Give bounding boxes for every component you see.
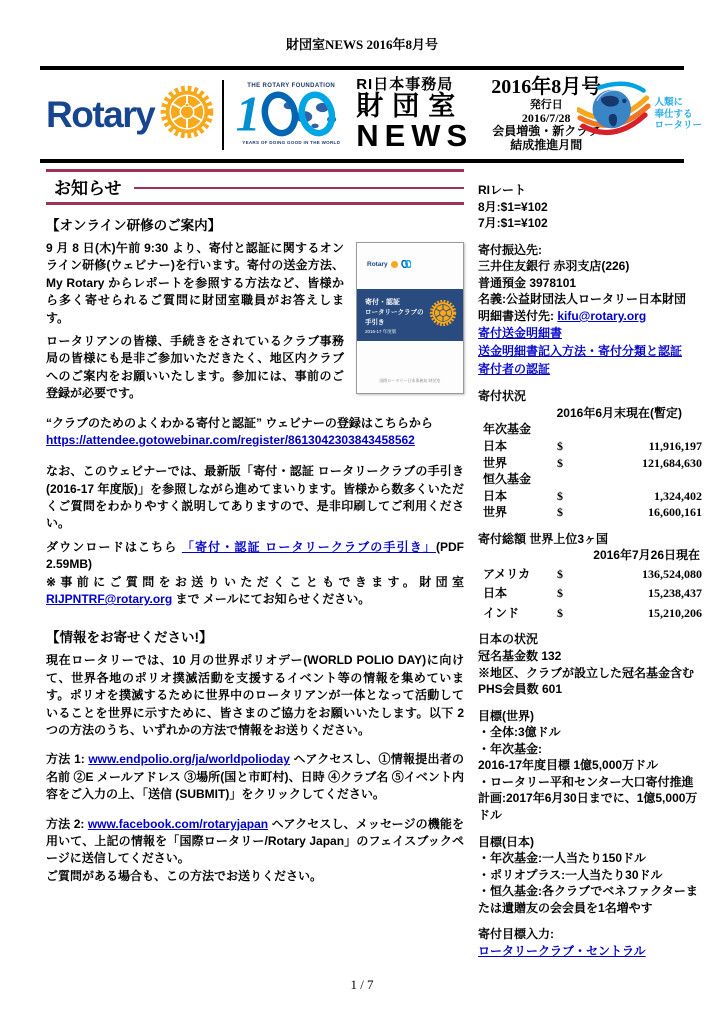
guide-booklet-cover	[356, 242, 464, 394]
sidebar-column	[478, 182, 704, 959]
masthead-banner	[40, 66, 702, 163]
country-row-label: インド	[483, 605, 520, 620]
theme-slogan	[654, 97, 702, 131]
country-row-amount: 136,524,080	[642, 566, 702, 581]
notice-title: お知らせ	[54, 179, 122, 198]
named-fund-count: 冠名基金数 132	[478, 649, 562, 664]
globe-swoosh-icon	[577, 76, 651, 153]
kifu-email-link[interactable]: kifu@rotary.org	[557, 308, 647, 323]
dept-name: 財団室	[356, 90, 465, 121]
cover-footer-text: 国際ロータリー日本事務局 財団室	[379, 378, 441, 383]
news-word: NEWS	[356, 118, 474, 154]
trf-100-icon	[235, 89, 347, 141]
goal-japan-annual: ・年次基金:一人当たり150ドル	[478, 851, 647, 866]
banner-divider	[222, 80, 224, 150]
howto-classification-link[interactable]: 送金明細書記入方法・寄付分類と認証	[478, 344, 683, 359]
slogan-line2: 奉仕する	[654, 108, 693, 120]
method1-label: 方法 1:	[46, 752, 89, 767]
country-row	[478, 585, 704, 602]
document-running-head: 財団室NEWS 2016年8月号	[285, 37, 439, 52]
method2-text: ヘアクセスし、メッセージの機能を用いて、上記の情報を「国際ロータリー/Rotary Japan」のフェイスブックページに送信してください。	[46, 816, 464, 866]
fund-row	[478, 504, 704, 521]
fund-row-amount: 1,324,402	[654, 488, 702, 503]
cover-trf-mark-icon	[401, 255, 411, 273]
cover-title3: 2016-17 年度版	[365, 328, 397, 334]
country-row-currency: $	[557, 586, 563, 601]
goal-world-annual-target: 2016-17年度目標 1億5,000万ドル	[478, 758, 659, 773]
page-number: 1 / 7	[350, 977, 374, 992]
slogan-line1: 人類に	[654, 97, 683, 109]
endpolio-link[interactable]: www.endpolio.org/ja/worldpolioday	[88, 752, 290, 767]
issue-number: 2016年8月号	[491, 75, 602, 98]
guide-download-link[interactable]: 「寄付・認証 ロータリークラブの手引き」	[181, 539, 436, 554]
ri-theme-logo	[577, 76, 702, 153]
bank-name: 三井住友銀行 赤羽支店(226)	[478, 259, 630, 274]
cover-title-band	[357, 289, 463, 341]
notice-rule	[134, 187, 465, 189]
ri-rate-title: RIレート	[478, 183, 527, 197]
donation-status-date: 2016年6月末現在(暫定)	[556, 405, 682, 420]
fund-row	[478, 455, 704, 472]
trf-logo-bottom-text: YEARS OF DOING GOOD IN THE WORLD	[242, 140, 341, 146]
download-line	[46, 539, 464, 609]
account-holder: 名義:公益財団法人ロータリー日本財団	[478, 292, 686, 307]
fund-row-currency: $	[557, 439, 563, 454]
fund-row-currency: $	[557, 488, 563, 503]
webinar-register-lead	[46, 415, 464, 450]
country-row-label: 日本	[483, 586, 508, 601]
fund-row	[478, 488, 704, 505]
org-name: RI日本事務局	[356, 76, 454, 94]
cover-title2: ロータリークラブの手引き	[365, 309, 424, 326]
goal-world-annual-label: ・年次基金:	[478, 741, 542, 756]
webinar-register-lead-text: “クラブのためのよくわかる寄付と認証” ウェビナーの登録はこちらから	[46, 415, 433, 430]
rate-july: 7月:$1=¥102	[478, 216, 548, 231]
country-row-currency: $	[557, 566, 563, 581]
annual-fund-label: 年次基金	[483, 422, 532, 437]
fund-row-currency: $	[557, 455, 563, 470]
detail-send-line	[478, 308, 704, 325]
goal-world-peace-center: ・ロータリー平和センター大口寄付推進計画:2017年6月30日までに、1億5,000万ドル	[478, 774, 698, 822]
goal-world-total: ・全体:3億ドル	[478, 725, 561, 740]
foundation-email-link[interactable]: RIJPNTRF@rotary.org	[46, 592, 173, 607]
pre-question-note-post: まで メールにてお知らせください。	[172, 592, 371, 607]
notice-section-header	[46, 169, 464, 205]
fund-row-currency: $	[557, 505, 563, 520]
detail-send-label: 明細書送付先:	[478, 308, 558, 323]
endowment-fund-label: 恒久基金	[483, 472, 532, 487]
section2-title: 【情報をお寄せください!】	[46, 630, 213, 646]
download-line-pre: ダウンロードはこちら	[46, 539, 182, 554]
country-row	[478, 605, 704, 622]
cover-title1: 寄付・認証	[365, 299, 400, 306]
download-line-post: (PDF 2.59MB)	[46, 539, 464, 572]
svg-text:1: 1	[235, 89, 261, 138]
publish-label: 発行日	[529, 98, 563, 111]
section1-paragraph2: ロータリアンの皆様、手続きをされているクラブ事務局の皆様にも是非ご参加いただきたく、地区内クラブへのご案内をお願いいたします。参加には、事前のご登録が必要です。	[46, 333, 344, 401]
fund-row-label: 世界	[483, 455, 508, 470]
fund-row-label: 日本	[483, 439, 508, 454]
country-row	[478, 566, 704, 583]
fund-row-label: 世界	[483, 505, 508, 520]
total-donations-title: 寄付総額 世界上位3ヶ国	[478, 531, 609, 546]
method1-text: ヘアクセスし、①情報提出者の名前 ②E メールアドレス ③場所(国と市町村)、日時 ④クラブ名 ⑤イベント内容をご入力の上、「送信 (SUBMIT)」をクリックしてください。	[46, 752, 464, 802]
cover-gold-wheel-icon	[391, 261, 398, 268]
publish-date: 2016/7/28	[521, 110, 571, 125]
goal-input-title: 寄付目標入力:	[478, 927, 554, 942]
cover-wheel-icon	[429, 299, 457, 332]
sidebar-links	[478, 324, 704, 378]
fund-row	[478, 438, 704, 455]
questions-note: ご質問がある場合も、この方法でお送りください。	[46, 868, 323, 883]
country-row-currency: $	[557, 605, 563, 620]
goal-japan-polio: ・ポリオプラス:一人当たり30ドル	[478, 867, 663, 882]
monthly-theme-line1: 会員増強・新クラブ	[492, 124, 601, 139]
monthly-theme-line2: 結成推進月間	[510, 138, 583, 153]
section2-paragraph1: 現在ロータリーでは、10 月の世界ポリオデー(WORLD POLIO DAY)に向けて、世界各地のポリオ撲滅活動を支援するイベント等の情報を集めています。ポリオを撲滅するために世界中のロータリアンが一体となって活動していることを世界に示すために、皆さまのご協力をお願いいたします。以下 2 つの方法のうち、いずれかの方法で情報をお送りください。	[46, 653, 464, 737]
goal-japan-title: 目標(日本)	[478, 834, 534, 849]
trf-logo-top-text: THE ROTARY FOUNDATION	[247, 83, 336, 90]
rotary-wheel-icon	[159, 84, 215, 145]
rotary-logo	[40, 84, 215, 145]
section1-paragraph4: なお、このウェビナーでは、最新版「寄付・認証 ロータリークラブの手引き(2016-17 年度版)」を参照しながら進めてまいります。皆様から数多くいただくご質問をわかりやすく説明してありますので、是非印刷してご利用ください。	[46, 464, 464, 531]
remittance-sheet-link[interactable]: 寄付送金明細書	[478, 326, 563, 341]
pre-question-note: ※事前にご質問をお送りいただくこともできます。財団室	[46, 574, 464, 589]
goal-japan-endowment: ・恒久基金:各クラブでベネファクターまたは遺贈友の会会員を1名増やす	[478, 884, 698, 915]
method2-paragraph	[46, 816, 464, 886]
club-central-link[interactable]: ロータリークラブ・セントラル	[478, 943, 646, 958]
cover-rotary-wordmark: Rotary	[367, 260, 388, 268]
fund-row-amount: 16,600,161	[648, 505, 702, 520]
method2-label: 方法 2:	[46, 816, 88, 831]
transfer-title: 寄付振込先:	[478, 242, 542, 257]
trf-centennial-logo	[232, 83, 350, 146]
goal-world-title: 目標(世界)	[478, 708, 534, 723]
country-row-amount: 15,210,206	[648, 605, 702, 620]
newsletter-title-block	[356, 76, 474, 154]
japan-status-title: 日本の状況	[478, 632, 539, 647]
fund-row-amount: 121,684,630	[642, 455, 702, 470]
method1-paragraph	[46, 751, 464, 803]
donor-recognition-link[interactable]: 寄付者の認証	[478, 362, 551, 377]
rotary-wordmark: Rotary	[46, 93, 155, 135]
country-row-amount: 15,238,437	[648, 586, 702, 601]
total-donations-date: 2016年7月26日現在	[593, 548, 700, 563]
donation-status-title: 寄付状況	[478, 389, 527, 404]
section1-paragraph1: 9 月 8 日(木)午前 9:30 より、寄付と認証に関するオンライン研修(ウェビナー)を行います。寄付の送金方法、My Rotary からレポートを参照する方法など、皆様から多く寄せられるご質問に財団室職員がお答えします。	[46, 241, 344, 325]
slogan-line3: ロータリー	[654, 120, 702, 132]
cover-titles	[365, 297, 429, 335]
facebook-link[interactable]: www.facebook.com/rotaryjapan	[87, 816, 269, 831]
phs-member-count: PHS会員数 601	[478, 682, 563, 697]
named-fund-note: ※地区、クラブが設立した冠名基金含む	[478, 665, 695, 680]
section1-title: 【オンライン研修のご案内】	[46, 218, 222, 233]
fund-row-amount: 11,916,197	[648, 439, 702, 454]
webinar-register-link[interactable]: https://attendee.gotowebinar.com/register/8613042303843458562	[46, 432, 415, 447]
main-column	[46, 169, 464, 891]
country-row-label: アメリカ	[483, 566, 531, 581]
rate-august: 8月:$1=¥102	[478, 199, 548, 214]
account-number: 普通預金 3978101	[478, 275, 577, 290]
fund-row-label: 日本	[483, 488, 508, 503]
cover-brand	[367, 255, 411, 273]
